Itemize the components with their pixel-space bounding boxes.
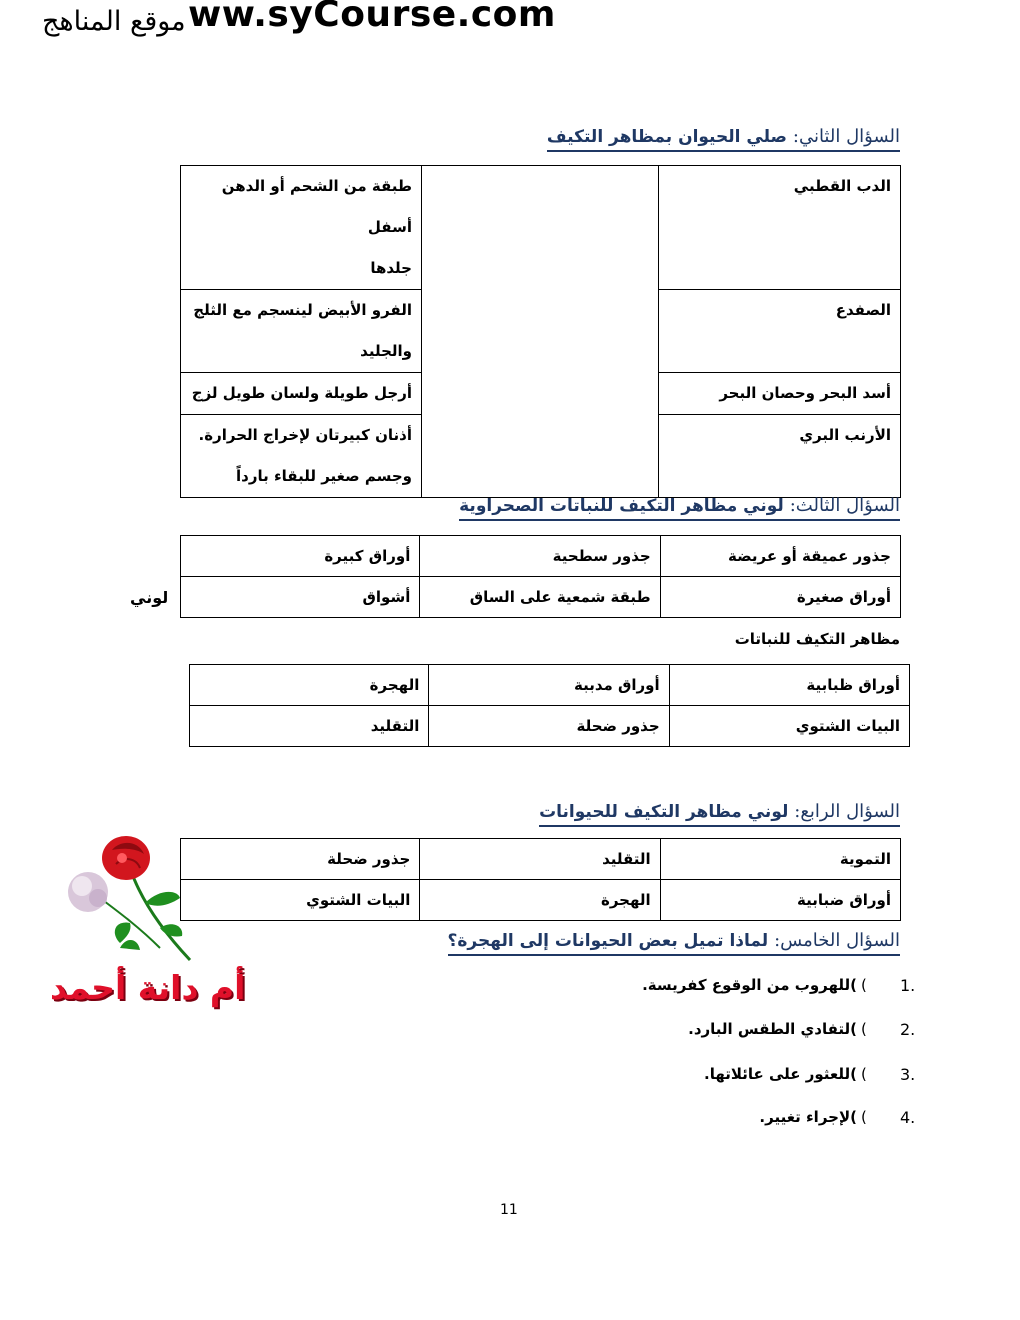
- q3-subtitle: مظاهر التكيف للنباتات: [734, 630, 900, 648]
- q4-table: [180, 838, 901, 921]
- q3-cell[interactable]: أوراق صغيرة: [660, 577, 900, 618]
- q3-title: [459, 495, 900, 521]
- option-paren: (: [861, 1020, 867, 1038]
- q5-option[interactable]: [642, 976, 920, 998]
- q5-text: لماذا تميل بعض الحيوانات إلى الهجرة؟: [447, 931, 769, 951]
- q3-table: [180, 535, 901, 618]
- author-stamp: أم دانة أحمد: [50, 968, 246, 1007]
- option-text: )للهروب من الوقوع كفريسة.: [642, 976, 857, 994]
- rose-icon: [60, 828, 210, 968]
- q5-title: [448, 930, 901, 956]
- site-url[interactable]: ww.syCourse.com: [188, 0, 556, 35]
- q5-label: السؤال الخامس:: [774, 930, 900, 951]
- q4-title: [539, 801, 900, 827]
- q2-feature-cell: الفرو الأبيض لينسجم مع الثلج والجليد: [181, 290, 422, 373]
- option-text: )لتفادي الطقس البارد.: [688, 1020, 857, 1038]
- option-number: 4.: [900, 1108, 916, 1127]
- q5-option[interactable]: [685, 1108, 920, 1130]
- q2-feature-cell: أذنان كبيرتان لإخراج الحرارة. وجسم صغير للبقاء بارداً: [181, 415, 422, 498]
- option-paren: (: [861, 1108, 867, 1126]
- q3-cell[interactable]: طبقة شمعية على الساق: [420, 577, 660, 618]
- page-number: 11: [500, 1202, 518, 1218]
- q4-cell[interactable]: التموية: [660, 839, 900, 880]
- q4-cell[interactable]: التقليد: [420, 839, 660, 880]
- q3b-cell[interactable]: أوراق مدببة: [429, 665, 669, 706]
- option-paren: (: [861, 976, 867, 994]
- q2-title: [547, 126, 900, 152]
- option-number: 1.: [900, 976, 916, 995]
- q3-side-label: لوني: [130, 588, 169, 607]
- q4-cell[interactable]: أوراق ضبابية: [660, 880, 900, 921]
- q4-cell[interactable]: جذور ضحلة: [181, 839, 420, 880]
- q3-table-2: [189, 664, 910, 747]
- q4-cell[interactable]: الهجرة: [420, 880, 660, 921]
- q2-animal-cell: الصفدع: [659, 290, 901, 373]
- q3b-cell[interactable]: جذور ضحلة: [429, 706, 669, 747]
- q3b-cell[interactable]: أوراق ظبابية: [669, 665, 909, 706]
- option-text: )للعثور على عائلاتها.: [704, 1065, 857, 1083]
- q2-animal-cell: أسد البحر وحصان البحر: [659, 373, 901, 415]
- q2-animal-cell: الأرنب البري: [659, 415, 901, 498]
- q5-option[interactable]: [685, 1020, 920, 1042]
- option-number: 2.: [900, 1020, 916, 1039]
- q2-matching-table: [180, 165, 901, 498]
- site-name: موقع المناهج: [42, 6, 186, 37]
- q2-animal-cell: الدب القطبي: [659, 166, 901, 290]
- q4-cell[interactable]: البيات الشتوي: [181, 880, 420, 921]
- q4-text: لوني مظاهر التكيف للحيوانات: [539, 802, 789, 822]
- q3-cell[interactable]: جذور سطحية: [420, 536, 660, 577]
- q2-feature-cell: طبقة من الشحم أو الدهن أسفل جلدها: [181, 166, 422, 290]
- q3b-cell[interactable]: البيات الشتوي: [669, 706, 909, 747]
- option-text: )لإجراء تغيير.: [759, 1108, 857, 1126]
- option-number: 3.: [900, 1065, 916, 1084]
- option-paren: (: [861, 1065, 867, 1083]
- q3-cell[interactable]: جذور عميقة أو عريضة: [660, 536, 900, 577]
- q2-label: السؤال الثاني:: [792, 126, 900, 147]
- q3-cell[interactable]: أشواق: [181, 577, 420, 618]
- q2-text: صلي الحيوان بمظاهر التكيف: [546, 127, 787, 147]
- q2-feature-cell: أرجل طويلة ولسان طويل لزج: [181, 373, 422, 415]
- q3b-cell[interactable]: الهجرة: [190, 665, 429, 706]
- q5-option[interactable]: [685, 1065, 920, 1087]
- q2-connect-area[interactable]: [422, 166, 659, 498]
- q3-text: لوني مظاهر التكيف للنباتات الصحراوية: [459, 496, 784, 516]
- q4-label: السؤال الرابع:: [794, 801, 900, 822]
- q3b-cell[interactable]: التقليد: [190, 706, 429, 747]
- q3-label: السؤال الثالث:: [789, 495, 900, 516]
- q3-cell[interactable]: أوراق كبيرة: [181, 536, 420, 577]
